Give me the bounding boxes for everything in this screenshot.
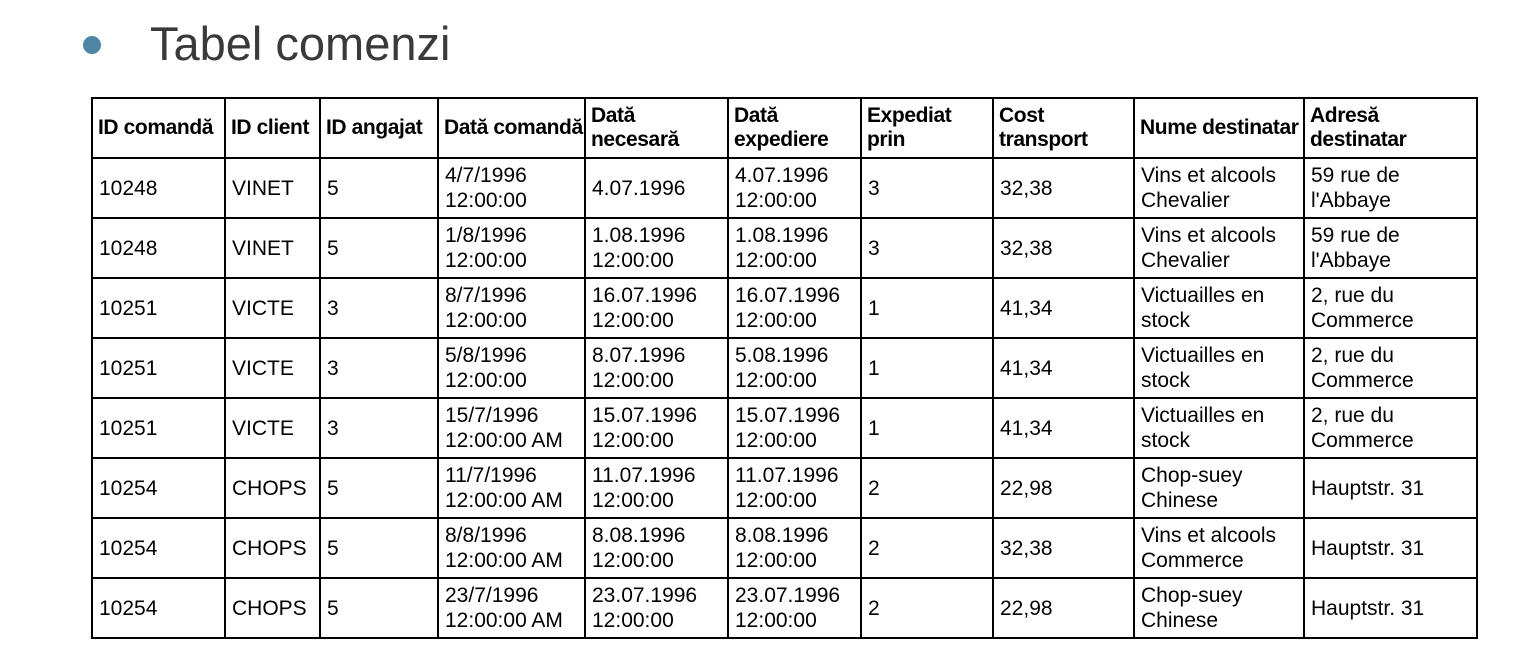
cell-id-comanda: 10251 [92, 278, 225, 338]
cell-cost-transport: 41,34 [993, 278, 1134, 338]
cell-id-comanda: 10251 [92, 338, 225, 398]
cell-id-angajat: 3 [320, 278, 438, 338]
cell-id-angajat: 5 [320, 578, 438, 638]
cell-adresa-destinatar: Hauptstr. 31 [1304, 518, 1477, 578]
cell-data-comanda: 5/8/1996 12:00:00 [438, 338, 585, 398]
slide-title: Tabel comenzi [150, 17, 451, 70]
cell-id-client: VICTE [225, 278, 320, 338]
cell-data-necesara: 4.07.1996 [585, 158, 728, 218]
cell-data-expediere: 8.08.1996 12:00:00 [728, 518, 861, 578]
table-row [92, 398, 1477, 458]
cell-nume-destinatar: Vins et alcools Commerce [1134, 518, 1304, 578]
cell-adresa-destinatar: 2, rue du Commerce [1304, 278, 1477, 338]
header-id-angajat: ID angajat [320, 98, 438, 158]
cell-nume-destinatar: Victuailles en stock [1134, 278, 1304, 338]
cell-data-expediere: 4.07.1996 12:00:00 [728, 158, 861, 218]
cell-data-expediere: 23.07.1996 12:00:00 [728, 578, 861, 638]
cell-data-necesara: 16.07.1996 12:00:00 [585, 278, 728, 338]
cell-expediat-prin: 2 [861, 518, 993, 578]
cell-id-comanda: 10248 [92, 218, 225, 278]
cell-adresa-destinatar: 2, rue du Commerce [1304, 398, 1477, 458]
cell-id-comanda: 10254 [92, 518, 225, 578]
cell-adresa-destinatar: Hauptstr. 31 [1304, 578, 1477, 638]
cell-adresa-destinatar: 59 rue de l'Abbaye [1304, 158, 1477, 218]
cell-id-comanda: 10248 [92, 158, 225, 218]
cell-data-expediere: 1.08.1996 12:00:00 [728, 218, 861, 278]
cell-nume-destinatar: Vins et alcools Chevalier [1134, 158, 1304, 218]
cell-data-necesara: 8.08.1996 12:00:00 [585, 518, 728, 578]
cell-id-angajat: 5 [320, 518, 438, 578]
cell-nume-destinatar: Victuailles en stock [1134, 338, 1304, 398]
cell-id-angajat: 5 [320, 158, 438, 218]
cell-cost-transport: 32,38 [993, 158, 1134, 218]
header-data-expediere: Dată expediere [728, 98, 861, 158]
cell-data-necesara: 23.07.1996 12:00:00 [585, 578, 728, 638]
cell-data-necesara: 11.07.1996 12:00:00 [585, 458, 728, 518]
table-row [92, 158, 1477, 218]
cell-data-comanda: 8/8/1996 12:00:00 AM [438, 518, 585, 578]
header-expediat-prin: Expediat prin [861, 98, 993, 158]
cell-id-comanda: 10251 [92, 398, 225, 458]
cell-nume-destinatar: Chop-suey Chinese [1134, 578, 1304, 638]
header-id-client: ID client [225, 98, 320, 158]
cell-expediat-prin: 1 [861, 278, 993, 338]
cell-id-angajat: 3 [320, 398, 438, 458]
cell-id-angajat: 5 [320, 458, 438, 518]
table-row [92, 518, 1477, 578]
cell-data-comanda: 1/8/1996 12:00:00 [438, 218, 585, 278]
cell-expediat-prin: 2 [861, 578, 993, 638]
cell-adresa-destinatar: Hauptstr. 31 [1304, 458, 1477, 518]
cell-nume-destinatar: Victuailles en stock [1134, 398, 1304, 458]
header-data-necesara: Dată necesară [585, 98, 728, 158]
cell-data-expediere: 15.07.1996 12:00:00 [728, 398, 861, 458]
cell-data-expediere: 11.07.1996 12:00:00 [728, 458, 861, 518]
cell-data-comanda: 11/7/1996 12:00:00 AM [438, 458, 585, 518]
cell-cost-transport: 22,98 [993, 458, 1134, 518]
header-data-comanda: Dată comandă [438, 98, 585, 158]
cell-data-expediere: 5.08.1996 12:00:00 [728, 338, 861, 398]
cell-adresa-destinatar: 59 rue de l'Abbaye [1304, 218, 1477, 278]
cell-id-client: VINET [225, 158, 320, 218]
cell-cost-transport: 32,38 [993, 218, 1134, 278]
cell-nume-destinatar: Vins et alcools Chevalier [1134, 218, 1304, 278]
cell-id-client: CHOPS [225, 518, 320, 578]
cell-data-necesara: 15.07.1996 12:00:00 [585, 398, 728, 458]
header-nume-destinatar: Nume destinatar [1134, 98, 1304, 158]
cell-id-client: CHOPS [225, 578, 320, 638]
cell-adresa-destinatar: 2, rue du Commerce [1304, 338, 1477, 398]
cell-data-expediere: 16.07.1996 12:00:00 [728, 278, 861, 338]
cell-id-angajat: 3 [320, 338, 438, 398]
cell-expediat-prin: 1 [861, 338, 993, 398]
cell-data-comanda: 8/7/1996 12:00:00 [438, 278, 585, 338]
table-row [92, 458, 1477, 518]
cell-id-client: VICTE [225, 338, 320, 398]
cell-cost-transport: 41,34 [993, 398, 1134, 458]
header-adresa-destinatar: Adresă destinatar [1304, 98, 1477, 158]
table-row [92, 218, 1477, 278]
cell-nume-destinatar: Chop-suey Chinese [1134, 458, 1304, 518]
title-row [0, 0, 1538, 90]
cell-expediat-prin: 3 [861, 158, 993, 218]
header-id-comanda: ID comandă [92, 98, 225, 158]
cell-cost-transport: 22,98 [993, 578, 1134, 638]
cell-expediat-prin: 3 [861, 218, 993, 278]
header-cost-transport: Cost transport [993, 98, 1134, 158]
cell-id-client: VINET [225, 218, 320, 278]
cell-data-comanda: 4/7/1996 12:00:00 [438, 158, 585, 218]
cell-data-comanda: 15/7/1996 12:00:00 AM [438, 398, 585, 458]
cell-expediat-prin: 2 [861, 458, 993, 518]
cell-id-comanda: 10254 [92, 578, 225, 638]
cell-expediat-prin: 1 [861, 398, 993, 458]
cell-data-comanda: 23/7/1996 12:00:00 AM [438, 578, 585, 638]
table-row [92, 278, 1477, 338]
cell-cost-transport: 41,34 [993, 338, 1134, 398]
cell-data-necesara: 8.07.1996 12:00:00 [585, 338, 728, 398]
table-row [92, 338, 1477, 398]
table-row [92, 578, 1477, 638]
cell-id-angajat: 5 [320, 218, 438, 278]
cell-data-necesara: 1.08.1996 12:00:00 [585, 218, 728, 278]
orders-table [91, 97, 1478, 639]
bullet-icon [83, 36, 101, 54]
cell-id-client: CHOPS [225, 458, 320, 518]
cell-cost-transport: 32,38 [993, 518, 1134, 578]
table-header-row [92, 98, 1477, 158]
cell-id-client: VICTE [225, 398, 320, 458]
cell-id-comanda: 10254 [92, 458, 225, 518]
